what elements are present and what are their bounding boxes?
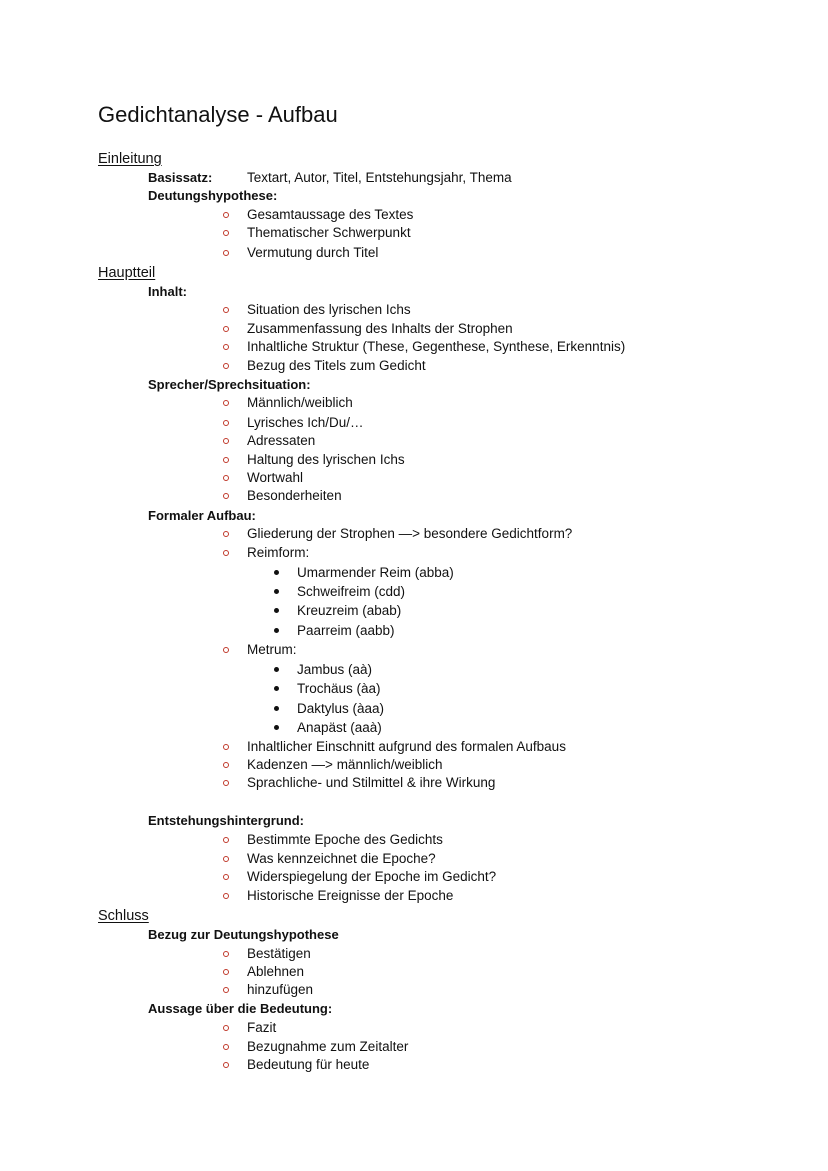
list-item: Sprachliche- und Stilmittel & ihre Wirkung (247, 775, 496, 790)
entstehungshintergrund-label: Entstehungshintergrund: (148, 813, 304, 828)
list-item: Zusammenfassung des Inhalts der Strophen (247, 321, 513, 336)
circle-bullet-icon (223, 837, 229, 843)
formaler-aufbau-label: Formaler Aufbau: (148, 508, 256, 523)
circle-bullet-icon (223, 457, 229, 463)
circle-bullet-icon (223, 762, 229, 768)
sprecher-label: Sprecher/Sprechsituation: (148, 377, 311, 392)
list-item: Paarreim (aabb) (297, 623, 395, 638)
circle-bullet-icon (223, 212, 229, 218)
section-heading-schluss: Schluss (98, 908, 149, 924)
circle-bullet-icon (223, 250, 229, 256)
list-item: Kadenzen —> männlich/weiblich (247, 757, 443, 772)
list-item: Anapäst (aaà) (297, 720, 382, 735)
basissatz-label: Basissatz: (148, 170, 213, 185)
circle-bullet-icon (223, 326, 229, 332)
circle-bullet-icon (223, 230, 229, 236)
circle-bullet-icon (223, 1025, 229, 1031)
list-item: Adressaten (247, 433, 316, 448)
circle-bullet-icon (223, 744, 229, 750)
list-item: Bedeutung für heute (247, 1057, 370, 1072)
circle-bullet-icon (223, 493, 229, 499)
circle-bullet-icon (223, 400, 229, 406)
list-item: Inhaltliche Struktur (These, Gegenthese, Synthese, Erkenntnis) (247, 339, 626, 354)
list-item: Historische Ereignisse der Epoche (247, 888, 454, 903)
circle-bullet-icon (223, 550, 229, 556)
aussage-label: Aussage über die Bedeutung: (148, 1001, 333, 1016)
list-item: Schweifreim (cdd) (297, 584, 406, 599)
circle-bullet-icon (223, 344, 229, 350)
list-item: Bezug des Titels zum Gedicht (247, 358, 426, 373)
list-item: Jambus (aà) (297, 662, 373, 677)
list-item: Gesamtaussage des Textes (247, 207, 414, 222)
basissatz-text: Textart, Autor, Titel, Entstehungsjahr, Thema (247, 170, 512, 185)
list-item: Gliederung der Strophen —> besondere Gedichtform? (247, 526, 573, 541)
list-item: Bestätigen (247, 946, 311, 961)
list-item: Daktylus (àaa) (297, 701, 385, 716)
list-item: Kreuzreim (abab) (297, 603, 402, 618)
list-item: Thematischer Schwerpunkt (247, 225, 411, 240)
page-title: Gedichtanalyse - Aufbau (98, 102, 338, 127)
circle-bullet-icon (223, 874, 229, 880)
list-item: Trochäus (àa) (297, 681, 381, 696)
circle-bullet-icon (223, 647, 229, 653)
circle-bullet-icon (223, 951, 229, 957)
disc-bullet-icon (274, 589, 279, 594)
list-item: Was kennzeichnet die Epoche? (247, 851, 436, 866)
circle-bullet-icon (223, 780, 229, 786)
disc-bullet-icon (274, 667, 279, 672)
list-item: Besonderheiten (247, 488, 342, 503)
list-item: Bezugnahme zum Zeitalter (247, 1039, 409, 1054)
circle-bullet-icon (223, 893, 229, 899)
list-item: Umarmender Reim (abba) (297, 565, 454, 580)
circle-bullet-icon (223, 856, 229, 862)
circle-bullet-icon (223, 1044, 229, 1050)
reimform-label: Reimform: (247, 545, 310, 560)
list-item: Inhaltlicher Einschnitt aufgrund des formalen Aufbaus (247, 739, 566, 754)
disc-bullet-icon (274, 706, 279, 711)
circle-bullet-icon (223, 987, 229, 993)
list-item: Situation des lyrischen Ichs (247, 302, 411, 317)
circle-bullet-icon (223, 307, 229, 313)
circle-bullet-icon (223, 969, 229, 975)
list-item: Lyrisches Ich/Du/… (247, 415, 364, 430)
list-item: Fazit (247, 1020, 277, 1035)
circle-bullet-icon (223, 420, 229, 426)
list-item: Ablehnen (247, 964, 305, 979)
bezug-label: Bezug zur Deutungshypothese (148, 927, 339, 942)
circle-bullet-icon (223, 531, 229, 537)
list-item: Widerspiegelung der Epoche im Gedicht? (247, 869, 497, 884)
list-item: hinzufügen (247, 982, 314, 997)
circle-bullet-icon (223, 1062, 229, 1068)
list-item: Haltung des lyrischen Ichs (247, 452, 405, 467)
metrum-label: Metrum: (247, 642, 297, 657)
list-item: Männlich/weiblich (247, 395, 353, 410)
section-heading-hauptteil: Hauptteil (98, 265, 156, 281)
circle-bullet-icon (223, 438, 229, 444)
section-heading-einleitung: Einleitung (98, 151, 162, 167)
deutungshypothese-label: Deutungshypothese: (148, 188, 278, 203)
list-item: Bestimmte Epoche des Gedichts (247, 832, 443, 847)
disc-bullet-icon (274, 608, 279, 613)
disc-bullet-icon (274, 725, 279, 730)
circle-bullet-icon (223, 363, 229, 369)
disc-bullet-icon (274, 628, 279, 633)
list-item: Vermutung durch Titel (247, 245, 379, 260)
list-item: Wortwahl (247, 470, 304, 485)
inhalt-label: Inhalt: (148, 284, 187, 299)
disc-bullet-icon (274, 570, 279, 575)
disc-bullet-icon (274, 686, 279, 691)
circle-bullet-icon (223, 475, 229, 481)
